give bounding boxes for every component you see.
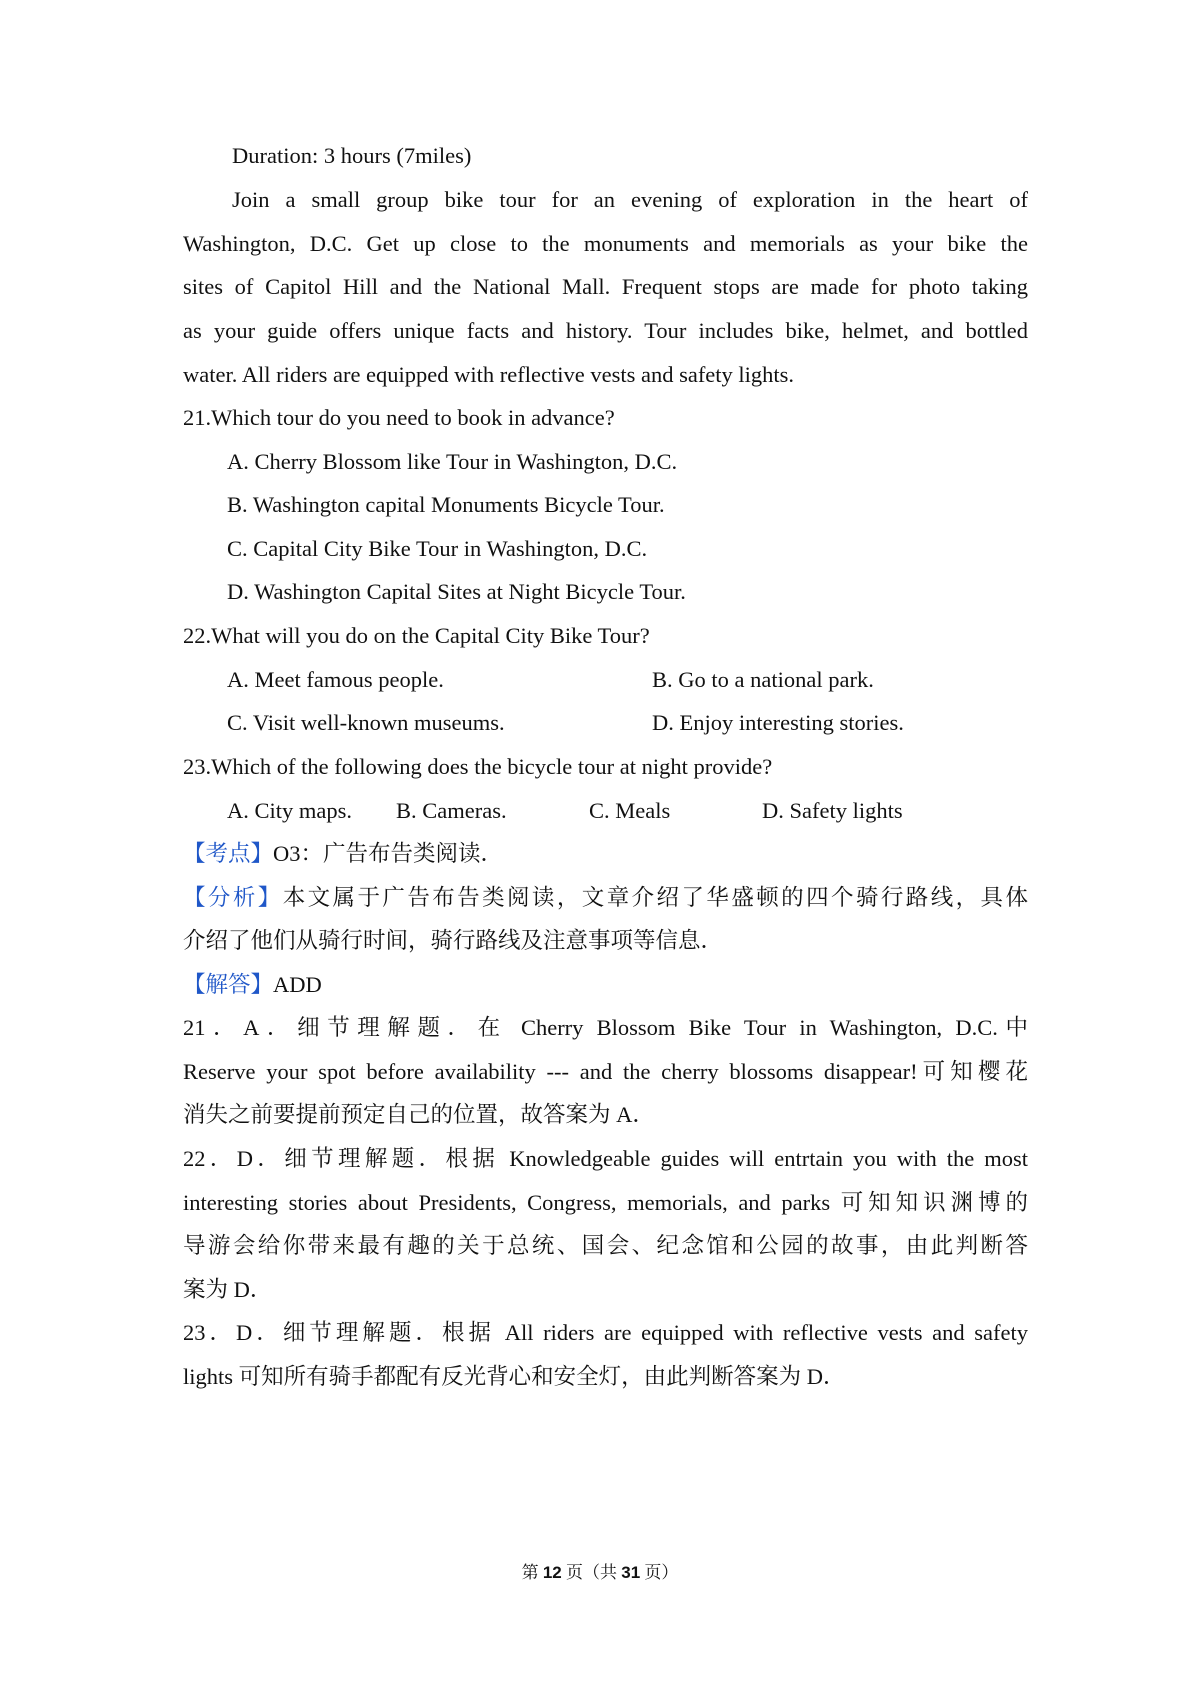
kaodian-line	[183, 839, 503, 869]
question-21-stem: 21.Which tour do you need to book in advance?	[183, 405, 615, 430]
answer-22-line: 22．D．细节理解题．根据 Knowledgeable guides will entrtain you with the most	[183, 1146, 1028, 1171]
fenxi-tag: 【分析】	[183, 885, 283, 910]
question-22-option-b: B. Go to a national park.	[652, 667, 874, 692]
question-21-option-b: B. Washington capital Monuments Bicycle Tour.	[227, 492, 665, 517]
question-23-option-c: C. Meals	[589, 798, 671, 823]
answer-23-line: lights 可知所有骑手都配有反光背心和安全灯，由此判断答案为 D．	[183, 1364, 846, 1389]
footer-middle: 页（共	[566, 1563, 617, 1582]
page-footer	[0, 1560, 1200, 1586]
question-21-option-d: D. Washington Capital Sites at Night Bicycle Tour.	[227, 579, 686, 604]
jieda-tag: 【解答】	[183, 972, 274, 997]
answer-21-line: 21．A．细节理解题．在 Cherry Blossom Bike Tour in Washington, D.C.中	[183, 1015, 1028, 1040]
passage-line: as your guide offers unique facts and history. Tour includes bike, helmet, and bottled	[183, 318, 1028, 343]
kaodian-tag: 【考点】	[183, 841, 274, 866]
duration-line: Duration: 3 hours (7miles)	[232, 143, 472, 168]
answer-22-line: 案为 D．	[183, 1277, 273, 1302]
question-22-stem: 22.What will you do on the Capital City Bike Tour?	[183, 623, 650, 648]
footer-suffix: 页）	[644, 1563, 679, 1582]
question-22-option-c: C. Visit well-known museums.	[227, 710, 505, 735]
answer-22-line: interesting stories about Presidents, Congress, memorials, and parks 可知知识渊博的	[183, 1190, 1028, 1215]
question-21-option-a: A. Cherry Blossom like Tour in Washington, D.C.	[227, 449, 678, 474]
passage-line: Join a small group bike tour for an evening of exploration in the heart of	[232, 187, 1028, 212]
answer-23-line: 23．D．细节理解题．根据 All riders are equipped with reflective vests and safety	[183, 1320, 1028, 1345]
answer-22-line: 导游会给你带来最有趣的关于总统、国会、纪念馆和公园的故事，由此判断答	[183, 1233, 1028, 1258]
question-22-option-d: D. Enjoy interesting stories.	[652, 710, 904, 735]
answer-21-line: Reserve your spot before availability --- and the cherry blossoms disappear!可知樱花	[183, 1059, 1028, 1084]
question-21-option-c: C. Capital City Bike Tour in Washington, D.C.	[227, 536, 648, 561]
footer-prefix: 第	[521, 1563, 539, 1582]
fenxi-line-2: 介绍了他们从骑行时间，骑行路线及注意事项等信息．	[183, 928, 724, 953]
jieda-line	[183, 970, 322, 1000]
fenxi-text: 本文属于广告布告类阅读，文章介绍了华盛顿的四个骑行路线，具体	[282, 885, 1028, 910]
question-23-option-d: D. Safety lights	[762, 798, 903, 823]
question-23-stem: 23.Which of the following does the bicycle tour at night provide?	[183, 754, 773, 779]
kaodian-text: O3：广告布告类阅读．	[273, 841, 504, 866]
fenxi-line	[183, 883, 1028, 913]
page-number: 12	[542, 1563, 562, 1582]
page-total: 31	[621, 1563, 641, 1582]
passage-line: Washington, D.C. Get up close to the monuments and memorials as your bike the	[183, 231, 1028, 256]
jieda-text: ADD	[273, 972, 322, 997]
question-23-option-b: B. Cameras.	[396, 798, 507, 823]
passage-line: water. All riders are equipped with reflective vests and safety lights.	[183, 362, 795, 387]
passage-line: sites of Capitol Hill and the National Mall. Frequent stops are made for photo taking	[183, 274, 1028, 299]
question-22-option-a: A. Meet famous people.	[227, 667, 444, 692]
question-23-option-a: A. City maps.	[227, 798, 353, 823]
answer-21-line: 消失之前要提前预定自己的位置，故答案为 A．	[183, 1102, 655, 1127]
